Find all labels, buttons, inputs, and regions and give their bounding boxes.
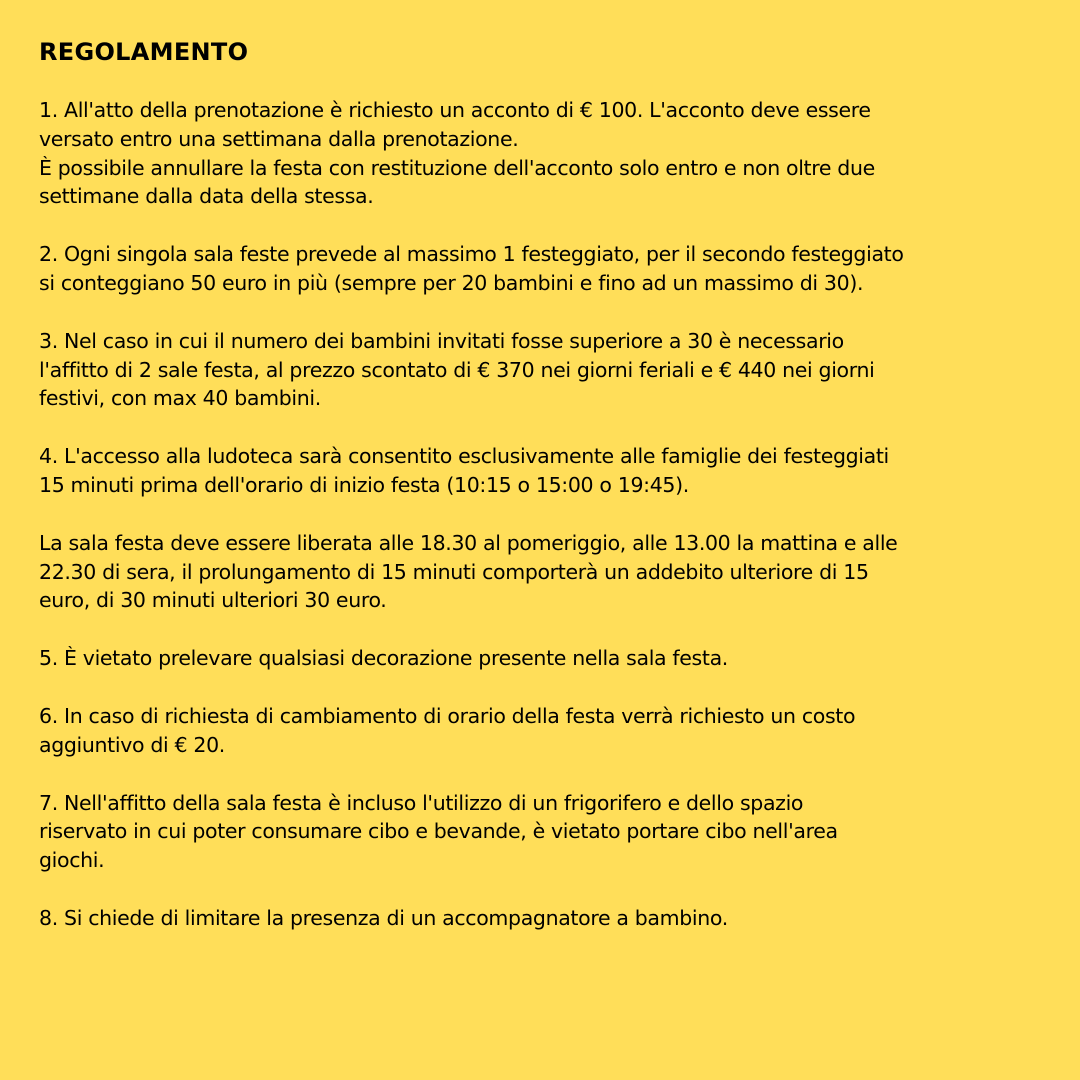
text-line: 4. L'accesso alla ludoteca sarà consentito esclusivamente alle famiglie dei festeggiati: [39, 444, 889, 469]
rule-paragraph-5: [39, 644, 1040, 673]
text-line: riservato in cui poter consumare cibo e bevande, è vietato portare cibo nell'area: [39, 819, 838, 844]
text-line: si conteggiano 50 euro in più (sempre per 20 bambini e fino ad un massimo di 30).: [39, 270, 864, 295]
text-line: festivi, con max 40 bambini.: [39, 386, 321, 411]
text-line: settimane dalla data della stessa.: [39, 184, 374, 209]
page-title: REGOLAMENTO: [39, 38, 249, 66]
text-line: È possibile annullare la festa con restituzione dell'acconto solo entro e non oltre due: [39, 155, 875, 180]
text-line: versato entro una settimana dalla prenotazione.: [39, 126, 519, 151]
rule-paragraph-1: [39, 96, 1040, 211]
rule-paragraph-4-note: [39, 529, 1040, 615]
rule-paragraph-6: [39, 702, 1040, 760]
rule-paragraph-3: [39, 327, 1040, 413]
text-line: 1. All'atto della prenotazione è richiesto un acconto di € 100. L'acconto deve essere: [39, 98, 871, 122]
text-line: 7. Nell'affitto della sala festa è incluso l'utilizzo di un frigorifero e dello spazio: [39, 790, 804, 815]
text-line: 15 minuti prima dell'orario di inizio festa (10:15 o 15:00 o 19:45).: [39, 472, 689, 497]
rule-paragraph-2: [39, 240, 1040, 298]
text-line: euro, di 30 minuti ulteriori 30 euro.: [39, 588, 387, 613]
rule-paragraph-8: [39, 904, 1040, 933]
text-line: aggiuntivo di € 20.: [39, 732, 225, 757]
text-line: La sala festa deve essere liberata alle 18.30 al pomeriggio, alle 13.00 la mattina e alle: [39, 530, 898, 555]
text-line: 6. In caso di richiesta di cambiamento di orario della festa verrà richiesto un costo: [39, 703, 856, 728]
rule-paragraph-7: [39, 789, 1040, 875]
text-line: 2. Ogni singola sala feste prevede al massimo 1 festeggiato, per il secondo festeggiato: [39, 242, 904, 267]
text-line: 5. È vietato prelevare qualsiasi decorazione presente nella sala festa.: [39, 646, 728, 671]
text-line: 22.30 di sera, il prolungamento di 15 minuti comporterà un addebito ulteriore di 15: [39, 559, 869, 584]
rule-paragraph-4: [39, 442, 1040, 500]
text-line: 3. Nel caso in cui il numero dei bambini invitati fosse superiore a 30 è necessario: [39, 328, 844, 353]
text-line: giochi.: [39, 848, 105, 873]
text-line: l'affitto di 2 sale festa, al prezzo scontato di € 370 nei giorni feriali e € 440 nei giorni: [39, 357, 875, 382]
text-line: 8. Si chiede di limitare la presenza di un accompagnatore a bambino.: [39, 905, 728, 930]
